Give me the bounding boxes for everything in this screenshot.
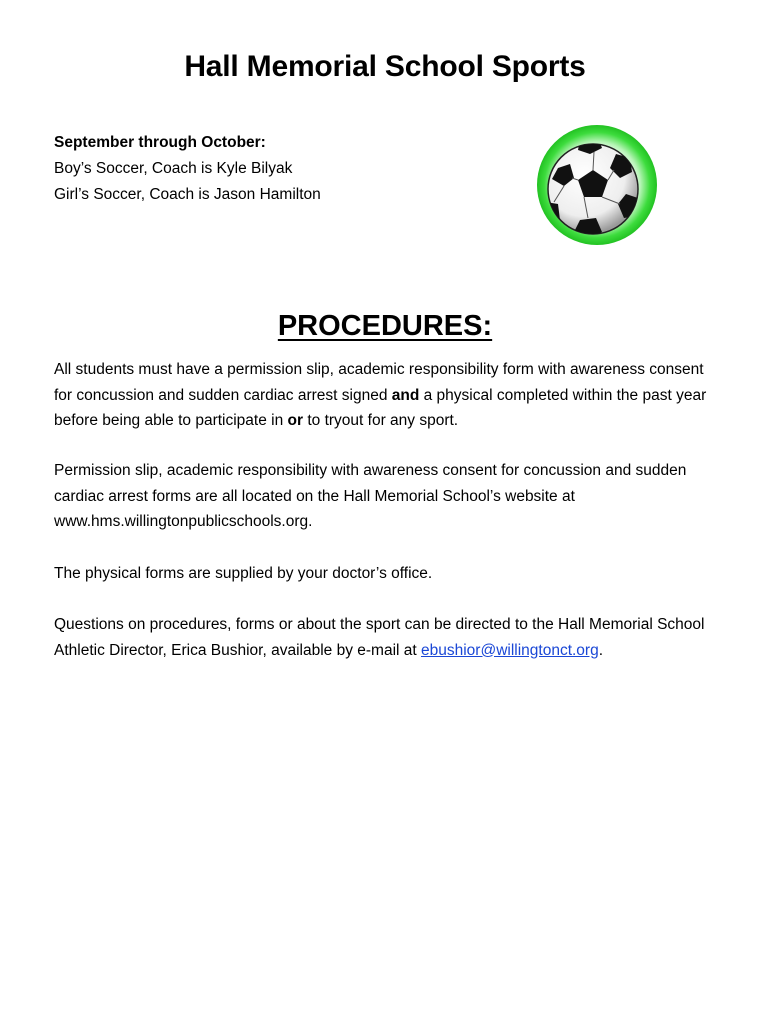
- soccer-ball-icon: [536, 124, 658, 246]
- p4-end: .: [598, 641, 604, 659]
- procedures-paragraph-forms: Permission slip, academic responsibility with awareness consent for concussion and sudden cardiac arrest forms are all located on the Hall Memorial School’s website at www.hms.willingtonpublicschools.org.: [54, 462, 687, 530]
- p1-text-start: All students must have a permission slip, academic responsibility form with awareness consent for concussion and sudden cardiac arrest signed: [54, 361, 704, 404]
- procedures-heading: PROCEDURES:: [277, 310, 493, 342]
- season-block: [54, 130, 321, 208]
- p1-text-end: to tryout for any sport.: [303, 412, 459, 429]
- email-link[interactable]: ebushior@willingtonct.org: [421, 641, 599, 659]
- procedures-paragraph-requirements: [54, 357, 724, 434]
- procedures-paragraph-physical: The physical forms are supplied by your doctor’s office.: [54, 565, 433, 582]
- p1-bold-and: and: [391, 386, 420, 404]
- season-line-girls: Girl’s Soccer, Coach is Jason Hamilton: [54, 186, 321, 203]
- p1-bold-or: or: [287, 412, 304, 429]
- p1-text-middle: a physical completed within the past year before being able to participate in: [54, 386, 707, 429]
- procedures-paragraph-contact: [54, 612, 724, 663]
- season-line-boys: Boy’s Soccer, Coach is Kyle Bilyak: [54, 160, 293, 177]
- page-title: Hall Memorial School Sports: [184, 50, 586, 83]
- p4-text: Questions on procedures, forms or about the sport can be directed to the Hall Memorial School Athletic Director, Erica Bushior, available by e-mail at: [54, 616, 705, 659]
- season-heading: September through October:: [54, 134, 266, 151]
